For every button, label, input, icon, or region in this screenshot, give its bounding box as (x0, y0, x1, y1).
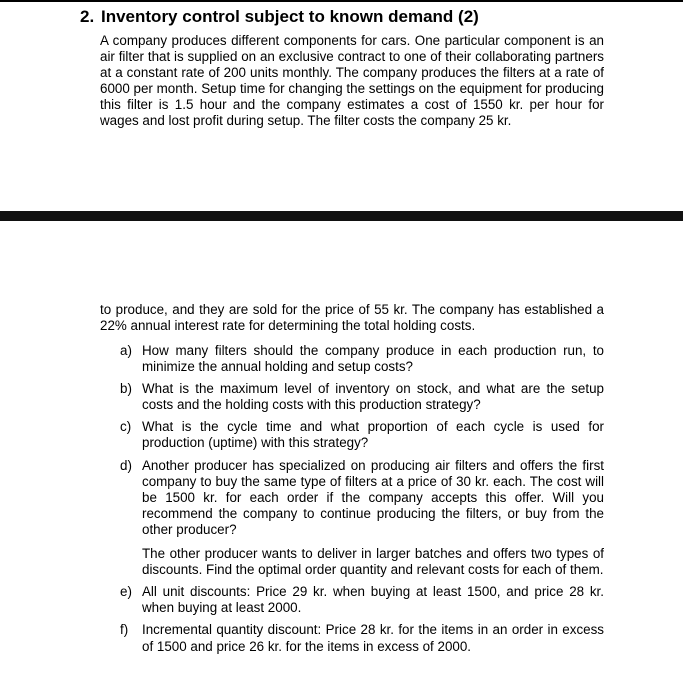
question-label: f) (120, 622, 129, 638)
continuation-paragraph: to produce, and they are sold for the price of 55 kr. The company has established a 22% annual interest rate for determining the total holding costs. (100, 302, 604, 334)
page-divider (0, 211, 683, 221)
question-c (100, 419, 604, 451)
question-list (100, 343, 604, 661)
question-label: a) (120, 343, 132, 358)
question-label: c) (120, 419, 132, 435)
question-text: Another producer has specialized on producing air filters and offers the first company to buy the same type of filters at a price of 30 kr. each. The cost will be 1500 kr. for each order if the company accepts this offer. Will you recommend the company to continue producing the filters, or buy from the other producer? (142, 457, 604, 537)
problem-title: Inventory control subject to known demand (2) (101, 7, 479, 26)
page-bottom-section (0, 221, 683, 684)
question-f (100, 622, 604, 654)
question-text: All unit discounts: Price 29 kr. when buying at least 1500, and price 28 kr. when buying at least 2000. (142, 584, 604, 616)
question-e (100, 584, 604, 616)
question-label: b) (120, 381, 132, 397)
question-label: d) (120, 457, 132, 473)
problem-number: 2. (80, 7, 95, 26)
question-text: What is the maximum level of inventory on stock, and what are the setup costs and the holding costs with this production strategy? (142, 381, 604, 413)
page-top-section (0, 2, 683, 212)
question-text: What is the cycle time and what proportion of each cycle is used for production (uptime) with this strategy? (142, 419, 604, 451)
question-b (100, 381, 604, 413)
intro-paragraph: A company produces different components for cars. One particular component is an air filter that is supplied on an exclusive contract to one of their collaborating partners at a constant rate of 200 units monthly. The company produces the filters at a rate of 6000 per month. Setup time for changing the settings on the equipment for producing this filter is 1.5 hour and the company estimates a cost of 1550 kr. per hour for wages and lost profit during setup. The filter costs the company 25 kr. (100, 33, 604, 129)
question-text: Incremental quantity discount: Price 28 kr. for the items in an order in excess of 1500 and price 26 kr. for the items in excess of 2000. (142, 622, 604, 654)
question-a (100, 343, 604, 375)
discount-intro-paragraph: The other producer wants to deliver in larger batches and offers two types of discounts. Find the optimal order quantity and relevant costs for each of them. (142, 546, 604, 578)
question-d (100, 458, 604, 579)
question-label: e) (120, 584, 132, 600)
problem-heading (80, 7, 479, 27)
question-text: How many filters should the company produce in each production run, to minimize the annual holding and setup costs? (142, 343, 604, 375)
